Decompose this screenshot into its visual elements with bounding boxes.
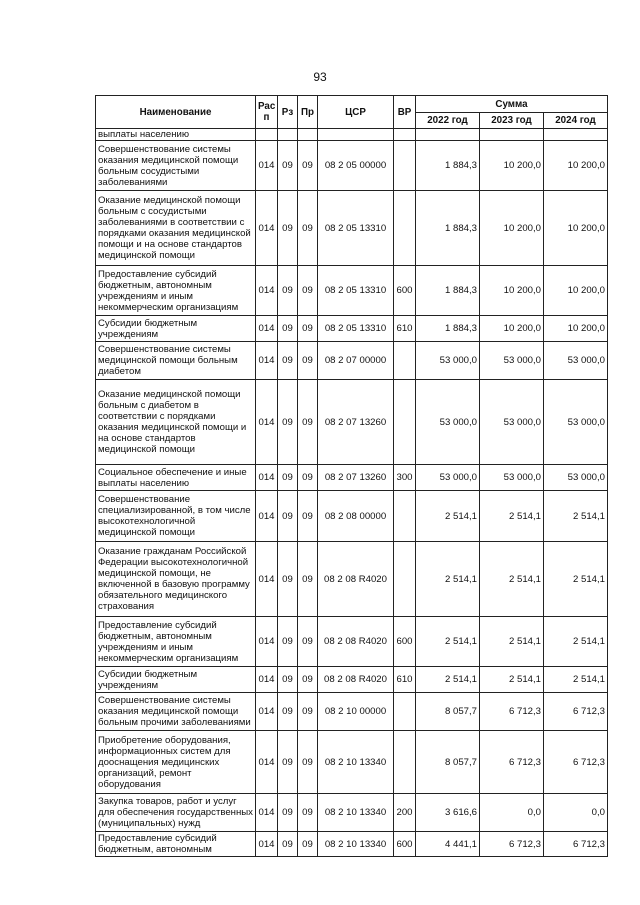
row-name: Субсидии бюджетным учреждениям (96, 667, 256, 693)
row-value-2024: 10 200,0 (544, 266, 608, 316)
row-csr: 08 2 08 R4020 (318, 667, 394, 693)
row-value-2022: 1 884,3 (416, 266, 480, 316)
row-rasp: 014 (256, 617, 278, 667)
row-csr: 08 2 07 00000 (318, 342, 394, 380)
row-rasp: 014 (256, 693, 278, 731)
row-rasp: 014 (256, 731, 278, 794)
table-row (96, 266, 608, 316)
row-value-2022: 1 884,3 (416, 141, 480, 191)
table-row (96, 316, 608, 342)
row-vr: 600 (394, 832, 416, 857)
table-row (96, 342, 608, 380)
row-vr: 300 (394, 465, 416, 491)
row-pr: 09 (298, 266, 318, 316)
table-row (96, 832, 608, 857)
row-rasp: 014 (256, 266, 278, 316)
row-rz: 09 (278, 617, 298, 667)
row-name: Закупка товаров, работ и услуг для обеспечения государственных (муниципальных) нужд (96, 794, 256, 832)
row-pr: 09 (298, 491, 318, 542)
row-rasp: 014 (256, 191, 278, 266)
row-rasp: 014 (256, 316, 278, 342)
row-pr: 09 (298, 316, 318, 342)
row-value-2022: 2 514,1 (416, 667, 480, 693)
row-vr (394, 731, 416, 794)
row-rz: 09 (278, 794, 298, 832)
row-csr: 08 2 08 00000 (318, 491, 394, 542)
row-value-2022: 53 000,0 (416, 380, 480, 465)
row-value-2024: 6 712,3 (544, 693, 608, 731)
table-row (96, 465, 608, 491)
table-row (96, 667, 608, 693)
header-sum: Сумма (416, 96, 608, 113)
row-name: Оказание медицинской помощи больным с диабетом в соответствии с порядками оказания медицинской помощи и на основе стандартов медицинской помощи (96, 380, 256, 465)
row-rz: 09 (278, 380, 298, 465)
row-name: Субсидии бюджетным учреждениям (96, 316, 256, 342)
row-rz: 09 (278, 731, 298, 794)
row-csr: 08 2 05 13310 (318, 266, 394, 316)
row-value-2023: 10 200,0 (480, 266, 544, 316)
row-value-2023: 2 514,1 (480, 617, 544, 667)
row-value-2024: 53 000,0 (544, 342, 608, 380)
continuation-text: выплаты населению (96, 129, 256, 141)
row-vr (394, 491, 416, 542)
row-vr (394, 542, 416, 617)
row-value-2023: 2 514,1 (480, 667, 544, 693)
row-rasp: 014 (256, 832, 278, 857)
row-value-2024: 6 712,3 (544, 832, 608, 857)
header-vr: ВР (394, 96, 416, 129)
row-value-2024: 2 514,1 (544, 617, 608, 667)
header-2023: 2023 год (480, 113, 544, 129)
row-rasp: 014 (256, 542, 278, 617)
row-name: Социальное обеспечение и иные выплаты населению (96, 465, 256, 491)
row-rasp: 014 (256, 794, 278, 832)
row-csr: 08 2 08 R4020 (318, 542, 394, 617)
row-pr: 09 (298, 667, 318, 693)
row-vr: 600 (394, 617, 416, 667)
continuation-row (96, 129, 608, 141)
row-vr: 610 (394, 316, 416, 342)
row-rasp: 014 (256, 465, 278, 491)
row-csr: 08 2 08 R4020 (318, 617, 394, 667)
row-value-2024: 2 514,1 (544, 667, 608, 693)
row-value-2022: 2 514,1 (416, 617, 480, 667)
table-row (96, 731, 608, 794)
row-name: Оказание гражданам Российской Федерации высокотехнологичной медицинской помощи, не включенной в базовую программу обязательного медицинского страхования (96, 542, 256, 617)
table-row (96, 141, 608, 191)
row-name: Оказание медицинской помощи больным с сосудистыми заболеваниями в соответствии с порядками оказания медицинской помощи и на основе стандартов медицинской помощи (96, 191, 256, 266)
row-rz: 09 (278, 832, 298, 857)
header-2024: 2024 год (544, 113, 608, 129)
row-rasp: 014 (256, 667, 278, 693)
row-pr: 09 (298, 832, 318, 857)
header-pr: Пр (298, 96, 318, 129)
row-rz: 09 (278, 542, 298, 617)
row-value-2024: 10 200,0 (544, 141, 608, 191)
row-name: Совершенствование системы оказания медицинской помощи больным прочими заболеваниями (96, 693, 256, 731)
row-name: Предоставление субсидий бюджетным, автономным учреждениям и иным некоммерческим организациям (96, 617, 256, 667)
row-rz: 09 (278, 191, 298, 266)
table-row (96, 794, 608, 832)
row-value-2022: 53 000,0 (416, 342, 480, 380)
row-csr: 08 2 05 13310 (318, 191, 394, 266)
row-pr: 09 (298, 731, 318, 794)
table-row (96, 380, 608, 465)
table-row (96, 617, 608, 667)
row-csr: 08 2 05 13310 (318, 316, 394, 342)
row-vr (394, 342, 416, 380)
row-value-2024: 10 200,0 (544, 191, 608, 266)
row-pr: 09 (298, 342, 318, 380)
table-row (96, 191, 608, 266)
row-pr: 09 (298, 380, 318, 465)
row-pr: 09 (298, 794, 318, 832)
row-value-2022: 2 514,1 (416, 542, 480, 617)
row-value-2024: 53 000,0 (544, 380, 608, 465)
row-value-2024: 10 200,0 (544, 316, 608, 342)
row-pr: 09 (298, 191, 318, 266)
row-name: Предоставление субсидий бюджетным, автономным (96, 832, 256, 857)
header-rasp: Рас п (256, 96, 278, 129)
row-value-2023: 53 000,0 (480, 342, 544, 380)
row-value-2023: 0,0 (480, 794, 544, 832)
row-pr: 09 (298, 693, 318, 731)
row-pr: 09 (298, 465, 318, 491)
header-2022: 2022 год (416, 113, 480, 129)
row-value-2022: 8 057,7 (416, 731, 480, 794)
budget-table (95, 95, 608, 857)
row-rz: 09 (278, 667, 298, 693)
row-value-2024: 2 514,1 (544, 491, 608, 542)
row-value-2023: 6 712,3 (480, 693, 544, 731)
table-row (96, 491, 608, 542)
row-rasp: 014 (256, 141, 278, 191)
row-csr: 08 2 07 13260 (318, 465, 394, 491)
row-value-2024: 0,0 (544, 794, 608, 832)
row-vr: 600 (394, 266, 416, 316)
row-value-2024: 6 712,3 (544, 731, 608, 794)
row-vr (394, 380, 416, 465)
row-pr: 09 (298, 141, 318, 191)
row-csr: 08 2 10 00000 (318, 693, 394, 731)
row-name: Совершенствование специализированной, в том числе высокотехнологичной медицинской помощи (96, 491, 256, 542)
header-csr: ЦСР (318, 96, 394, 129)
row-vr (394, 693, 416, 731)
row-csr: 08 2 10 13340 (318, 794, 394, 832)
row-value-2023: 10 200,0 (480, 316, 544, 342)
row-rasp: 014 (256, 491, 278, 542)
row-value-2023: 10 200,0 (480, 191, 544, 266)
row-name: Совершенствование системы оказания медицинской помощи больным сосудистыми заболеваниями (96, 141, 256, 191)
row-rz: 09 (278, 491, 298, 542)
row-value-2022: 1 884,3 (416, 316, 480, 342)
row-value-2022: 53 000,0 (416, 465, 480, 491)
row-rasp: 014 (256, 342, 278, 380)
row-value-2024: 53 000,0 (544, 465, 608, 491)
row-pr: 09 (298, 542, 318, 617)
row-value-2023: 6 712,3 (480, 832, 544, 857)
header-name: Наименование (96, 96, 256, 129)
row-value-2022: 1 884,3 (416, 191, 480, 266)
row-value-2023: 10 200,0 (480, 141, 544, 191)
row-rz: 09 (278, 316, 298, 342)
row-rz: 09 (278, 266, 298, 316)
row-value-2023: 2 514,1 (480, 491, 544, 542)
page-number: 93 (313, 70, 327, 84)
row-csr: 08 2 07 13260 (318, 380, 394, 465)
row-pr: 09 (298, 617, 318, 667)
row-rz: 09 (278, 141, 298, 191)
table-row (96, 693, 608, 731)
row-vr: 200 (394, 794, 416, 832)
row-value-2022: 8 057,7 (416, 693, 480, 731)
row-value-2023: 53 000,0 (480, 465, 544, 491)
row-name: Предоставление субсидий бюджетным, автономным учреждениям и иным некоммерческим организациям (96, 266, 256, 316)
row-rasp: 014 (256, 380, 278, 465)
row-rz: 09 (278, 465, 298, 491)
row-rz: 09 (278, 693, 298, 731)
row-value-2022: 4 441,1 (416, 832, 480, 857)
row-name: Совершенствование системы медицинской помощи больным диабетом (96, 342, 256, 380)
row-vr: 610 (394, 667, 416, 693)
row-value-2022: 2 514,1 (416, 491, 480, 542)
row-vr (394, 191, 416, 266)
header-rz: Рз (278, 96, 298, 129)
row-value-2022: 3 616,6 (416, 794, 480, 832)
row-csr: 08 2 10 13340 (318, 832, 394, 857)
row-rz: 09 (278, 342, 298, 380)
row-value-2023: 6 712,3 (480, 731, 544, 794)
row-csr: 08 2 10 13340 (318, 731, 394, 794)
row-value-2023: 2 514,1 (480, 542, 544, 617)
row-value-2023: 53 000,0 (480, 380, 544, 465)
row-vr (394, 141, 416, 191)
row-name: Приобретение оборудования, информационных систем для дооснащения медицинских организаций, ремонт оборудования (96, 731, 256, 794)
table-row (96, 542, 608, 617)
row-value-2024: 2 514,1 (544, 542, 608, 617)
row-csr: 08 2 05 00000 (318, 141, 394, 191)
